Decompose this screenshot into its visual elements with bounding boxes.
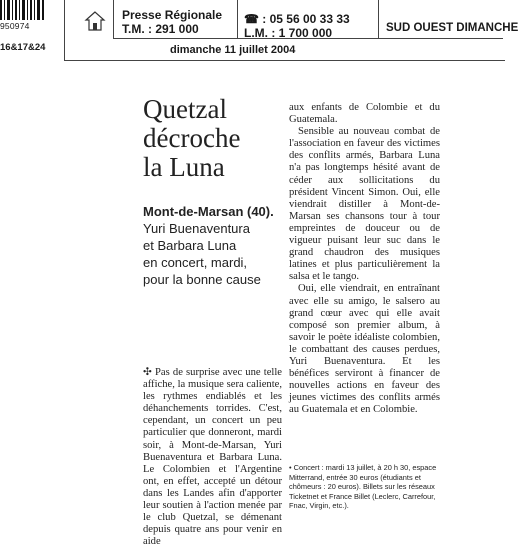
headline-line: décroche (143, 123, 241, 153)
issue-date: dimanche 11 juillet 2004 (170, 44, 296, 56)
header-divider (378, 0, 379, 38)
readership: L.M. : 1 700 000 (244, 26, 333, 40)
barcode-number: 950974 (0, 21, 30, 31)
press-type: Presse Régionale (122, 8, 223, 22)
article-column-left (143, 367, 282, 548)
house-icon (84, 10, 106, 32)
subhead-line: en concert, mardi, (143, 255, 248, 270)
headline-line: la Luna (143, 152, 225, 182)
paragraph: Oui, elle viendrait, en entraînant avec elle su amigo, le salsero au grand cœur avec qui elle avait composé son premier album, à savoir le poète idéaliste colombien, le combattant des causes perdues, Yuri Buenaventura. Et les bénéfices serviront à financer de nouvelles actions en faveur des jeunes victimes des conflits armés au Guatemala et en Colombie. (289, 283, 440, 416)
subheading (143, 203, 293, 288)
article-column-right (289, 102, 440, 416)
concert-info: • Concert : mardi 13 juillet, à 20 h 30, espace Mitterrand, entrée 30 euros (étudiants et chômeurs : 20 euros). Billets sur les réseaux Ticketnet et France Billet (Leclerc, Carrefour, Fnac, Virgin, etc.). (289, 463, 437, 511)
header-divider (113, 0, 114, 38)
subhead-line: pour la bonne cause (143, 272, 261, 287)
paragraph: aux enfants de Colombie et du Guatemala. (289, 102, 440, 126)
phone-number: ☎ : 05 56 00 33 33 (244, 12, 350, 26)
subhead-line: Yuri Buenaventura (143, 221, 250, 236)
paragraph: Sensible au nouveau combat de l'association en faveur des victimes des conflits armés, Barbara Luna n'a pas longtemps hésité avant de céder aux sollicitations du président Vincent Simon. Oui, elle viendrait distiller à Mont-de-Marsan ses chansons tour à tour empreintes de douceur ou de vigueur puisant leur suc dans le grand chaudron des musiques latines et plus particulièrement la salsa et le tango. (289, 126, 440, 283)
headline (143, 95, 293, 182)
headline-line: Quetzal (143, 94, 227, 124)
barcode (0, 0, 44, 20)
subhead-line: et Barbara Luna (143, 238, 237, 253)
header-divider (237, 0, 238, 38)
publication-name: SUD OUEST DIMANCHE (386, 22, 518, 34)
dateline-location: Mont-de-Marsan (40). (143, 204, 274, 219)
paragraph: ✣ Pas de surprise avec une telle affiche, la musique sera caliente, les rythmes endiablés et les déhanchements torrides. C'est, cependant, un concert un peu particulier que donneront, mardi soir, à Mont-de-Marsan, Yuri Buenaventura et Barbara Luna. Le Colombien et l'Argentine ont, en effet, accepté un détour dans les Landes afin d'apporter leur soutien à l'action menée par le club Quetzal, se démenant depuis quatre ans pour venir en aide (143, 367, 282, 548)
circulation: T.M. : 291 000 (122, 22, 199, 36)
page-reference: 16&17&24 (0, 42, 46, 53)
